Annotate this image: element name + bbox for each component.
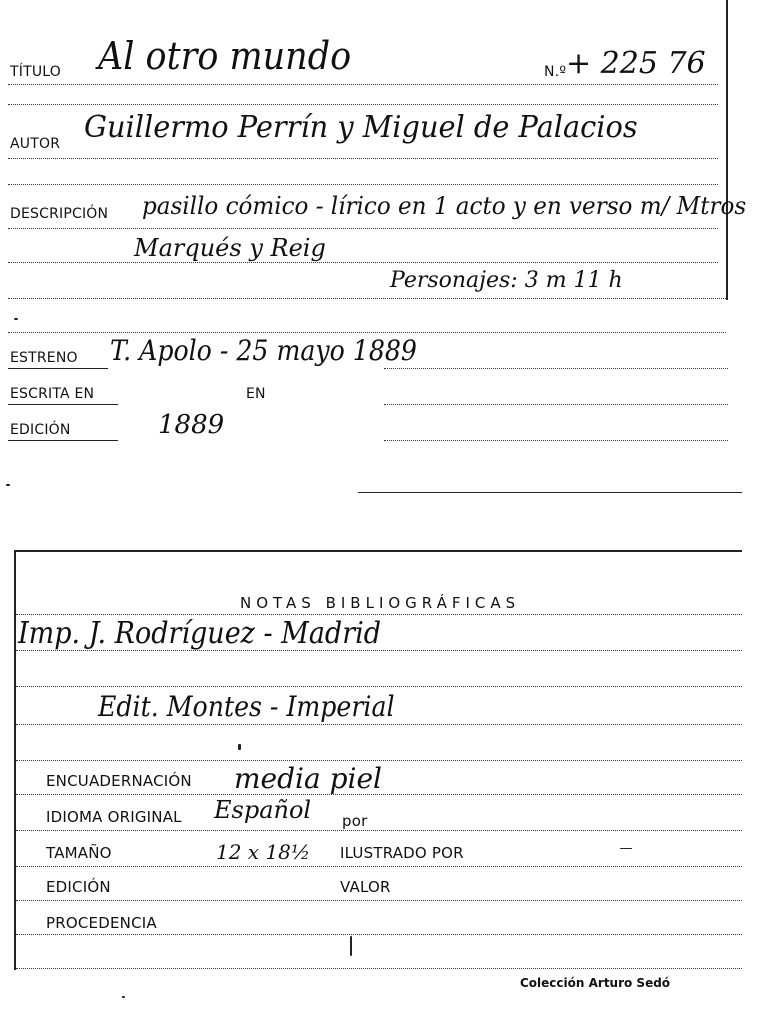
rule-descripcion-3 [8,298,726,299]
rule-idioma [16,830,742,831]
rule-autor-2 [8,184,718,185]
rule-notas-2 [16,650,742,651]
numero-value: + 225 76 [566,46,706,81]
escrita-en-label: ESCRITA EN [10,386,95,402]
encuadernacion-label: ENCUADERNACIÓN [46,772,192,790]
descripcion-label: DESCRIPCIÓN [10,206,109,222]
scan-speck [620,848,632,849]
estreno-value: T. Apolo - 25 mayo 1889 [110,334,417,367]
rule-edicion-right [384,440,728,441]
notas-heading: NOTAS BIBLIOGRÁFICAS [240,594,521,612]
tamano-value: 12 x 18½ [216,840,311,864]
notes-line-1: Imp. J. Rodríguez - Madrid [18,616,382,651]
idioma-label: IDIOMA ORIGINAL [46,808,182,826]
rule-autor [8,158,718,159]
rule-procedencia [16,934,742,935]
personajes-value: Personajes: 3 m 11 h [390,268,623,293]
edicion-label: EDICIÓN [10,422,71,438]
rule-estreno [8,368,108,369]
edicion2-label: EDICIÓN [46,878,111,896]
rule-estreno-right [384,368,728,369]
scan-speck [14,318,18,320]
rule-titulo [8,84,718,85]
ilustrado-por-label: ILUSTRADO POR [340,844,464,862]
rule-notas-3 [16,686,742,687]
titulo-label: TÍTULO [10,64,61,80]
en-label: EN [246,386,266,402]
autor-label: AUTOR [10,136,61,152]
numero-label: N.º [544,64,567,80]
rule-descripcion-1 [8,228,718,229]
idioma-value: Español [214,796,312,824]
card-border-right [726,0,728,300]
scan-speck [350,936,352,956]
autor-value: Guillermo Perrín y Miguel de Palacios [84,110,638,145]
rule-titulo-2 [8,104,718,105]
rule-card1-bottom [358,492,742,493]
valor-label: VALOR [340,878,391,896]
rule-tamano [16,866,742,867]
rule-descripcion-2 [8,262,718,263]
tamano-label: TAMAÑO [46,844,112,862]
notes-line-2: Edit. Montes - Imperial [98,690,395,723]
titulo-value: Al otro mundo [98,34,352,78]
rule-encuadernacion [16,794,742,795]
rule-bottom [16,968,742,969]
scan-speck [122,996,125,998]
edicion-value: 1889 [158,410,225,440]
estreno-label: ESTRENO [10,350,78,366]
rule-edicion2 [16,900,742,901]
card2-border-top [14,550,742,552]
rule-notas-1 [16,614,742,615]
por-label: por [342,812,368,830]
descripcion-value-line1: pasillo cómico - lírico en 1 acto y en verso m/ Mtros [142,192,747,220]
procedencia-label: PROCEDENCIA [46,914,157,932]
collection-footer: Colección Arturo Sedó [520,976,671,990]
rule-escrita-right [384,404,728,405]
scan-speck [6,484,10,486]
rule-notas-5 [16,760,742,761]
encuadernacion-value: media piel [234,762,382,795]
rule-descripcion-4 [8,332,726,333]
rule-notas-4 [16,724,742,725]
rule-escrita [8,404,118,405]
scan-speck [238,744,241,750]
descripcion-value-line2: Marqués y Reig [134,234,326,262]
rule-edicion [8,440,118,441]
